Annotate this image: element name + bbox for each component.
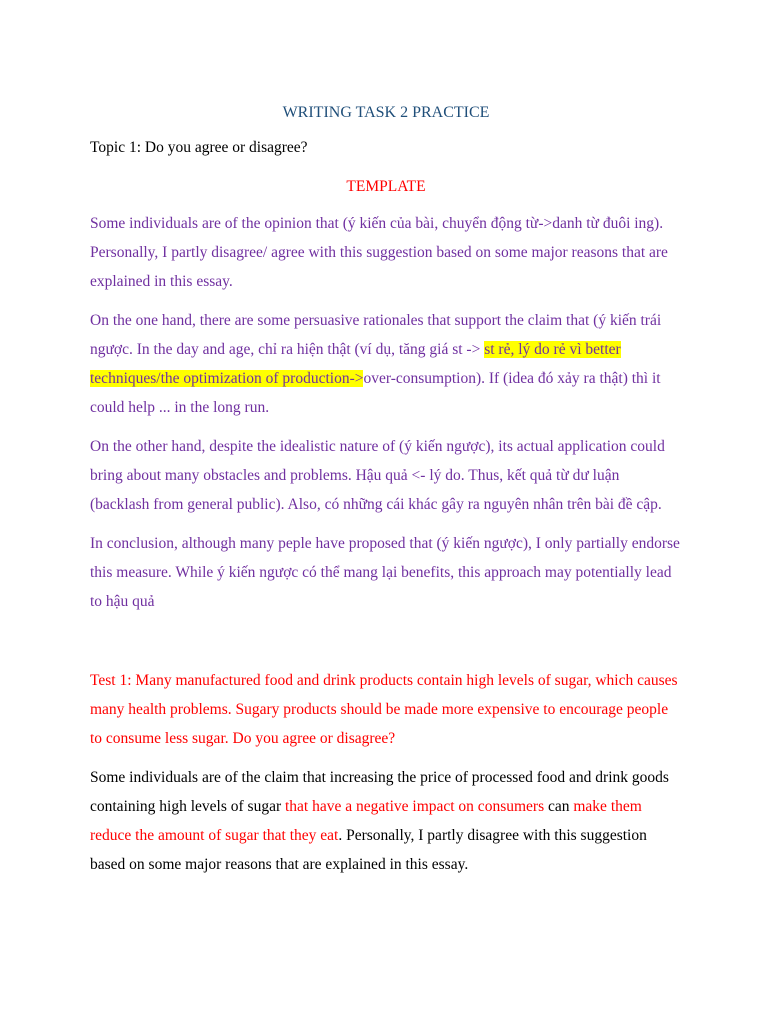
answer-text-2: can (544, 798, 574, 815)
template-body2-paragraph: On the other hand, despite the idealistic nature of (ý kiến ngược), its actual application could bring about many obstacles and problems. Hậu quả <- lý do. Thus, kết quả từ dư luận (backlash from general public). Also, có những cái khác gây ra nguyên nhân trên bài đề cập. (90, 438, 665, 513)
answer-red-text-1: that have a negative impact on consumers (285, 798, 545, 815)
document-title: WRITING TASK 2 PRACTICE (282, 104, 490, 121)
template-conclusion-paragraph: In conclusion, although many peple have proposed that (ý kiến ngược), I only partially endorse this measure. While ý kiến ngược có thể mang lại benefits, this approach may potentially lead to hậu quả (90, 535, 680, 610)
test1-question-paragraph: Test 1: Many manufactured food and drink products contain high levels of sugar, which causes many health problems. Sugary products should be made more expensive to encourage people to consume less sugar. Do you agree or disagree? (90, 672, 678, 747)
template-heading: TEMPLATE (346, 178, 426, 195)
template-intro-paragraph: Some individuals are of the opinion that (ý kiến của bài, chuyển động từ->danh từ đuôi ing). Personally, I partly disagree/ agree with this suggestion based on some major reasons that are explained in this essay. (90, 215, 668, 290)
template-body1-paragraph (90, 306, 682, 422)
answer-text-3: . Personally, I partly disagree with this suggestion based on some major reasons that are explained in this essay. (90, 827, 647, 873)
answer-red-text-2: make them reduce the amount of sugar that they eat (90, 798, 642, 844)
body1-text-end: over-consumption). If (idea đó xảy ra thật) thì it could help ... in the long run. (90, 370, 661, 416)
body1-text-start: On the one hand, there are some persuasive rationales that support the claim that (ý kiến trái ngược. In the day and age, chỉ ra hiện thật (ví dụ, tăng giá st -> (90, 312, 662, 358)
test1-answer-paragraph (90, 763, 682, 879)
topic-line: Topic 1: Do you agree or disagree? (90, 139, 308, 156)
answer-text-1: Some individuals are of the claim that increasing the price of processed food and drink goods containing high levels of sugar (90, 769, 669, 815)
section-spacer (90, 616, 682, 656)
body1-highlighted-text: st rẻ, lý do rẻ vì better techniques/the optimization of production-> (90, 341, 621, 387)
document-page (90, 101, 682, 879)
